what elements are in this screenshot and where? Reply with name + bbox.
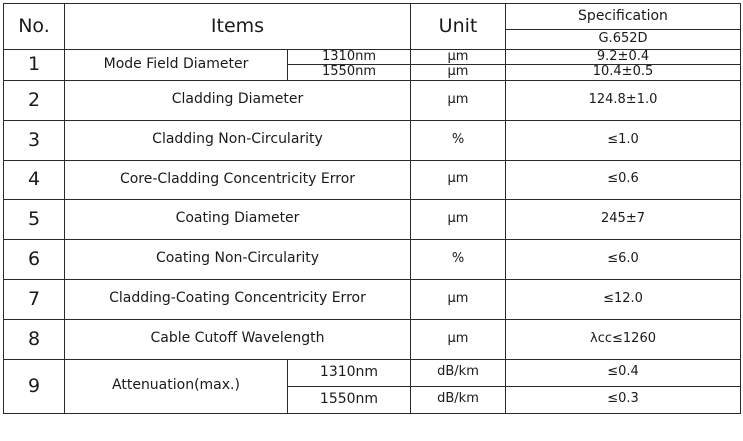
spec-value: ≤12.0 (506, 279, 741, 319)
unit-cell: dB/km (411, 359, 506, 386)
table-row (4, 120, 741, 160)
header-specification: Specification (506, 4, 741, 30)
spec-value: 124.8±1.0 (506, 80, 741, 120)
row-number: 7 (4, 279, 65, 319)
row-number: 4 (4, 160, 65, 199)
spec-value: ≤6.0 (506, 239, 741, 279)
unit-cell: μm (411, 50, 506, 65)
item-name: Core-Cladding Concentricity Error (65, 160, 411, 199)
row-number: 9 (4, 359, 65, 413)
unit-cell: μm (411, 199, 506, 239)
row-number: 6 (4, 239, 65, 279)
specification-table (3, 3, 741, 414)
table-row (4, 239, 741, 279)
table-row (4, 279, 741, 319)
spec-value: 10.4±0.5 (506, 65, 741, 80)
spec-value: ≤0.4 (506, 359, 741, 386)
item-sub-label: 1550nm (288, 386, 411, 413)
item-name: Mode Field Diameter (65, 50, 288, 81)
table-row (4, 359, 741, 386)
header-unit: Unit (411, 4, 506, 50)
table-row (4, 319, 741, 359)
header-items: Items (65, 4, 411, 50)
item-name: Cladding-Coating Concentricity Error (65, 279, 411, 319)
table-row (4, 80, 741, 120)
unit-cell: dB/km (411, 386, 506, 413)
row-number: 8 (4, 319, 65, 359)
table-row (4, 199, 741, 239)
unit-cell: % (411, 239, 506, 279)
item-name: Attenuation(max.) (65, 359, 288, 413)
spec-value: ≤1.0 (506, 120, 741, 160)
header-no: No. (4, 4, 65, 50)
unit-cell: μm (411, 65, 506, 80)
header-model: G.652D (506, 30, 741, 50)
spec-value: ≤0.6 (506, 160, 741, 199)
spec-value: λcc≤1260 (506, 319, 741, 359)
spec-value: 9.2±0.4 (506, 50, 741, 65)
row-number: 3 (4, 120, 65, 160)
item-sub-label: 1550nm (288, 65, 411, 80)
item-name: Coating Diameter (65, 199, 411, 239)
row-number: 2 (4, 80, 65, 120)
item-name: Cable Cutoff Wavelength (65, 319, 411, 359)
item-name: Coating Non-Circularity (65, 239, 411, 279)
item-sub-label: 1310nm (288, 50, 411, 65)
unit-cell: μm (411, 319, 506, 359)
row-number: 5 (4, 199, 65, 239)
table-row (4, 50, 741, 65)
unit-cell: μm (411, 279, 506, 319)
spec-value: ≤0.3 (506, 386, 741, 413)
unit-cell: μm (411, 160, 506, 199)
header-row (4, 4, 741, 30)
table-row (4, 160, 741, 199)
item-name: Cladding Diameter (65, 80, 411, 120)
unit-cell: % (411, 120, 506, 160)
item-sub-label: 1310nm (288, 359, 411, 386)
item-name: Cladding Non-Circularity (65, 120, 411, 160)
spec-value: 245±7 (506, 199, 741, 239)
unit-cell: μm (411, 80, 506, 120)
row-number: 1 (4, 50, 65, 81)
